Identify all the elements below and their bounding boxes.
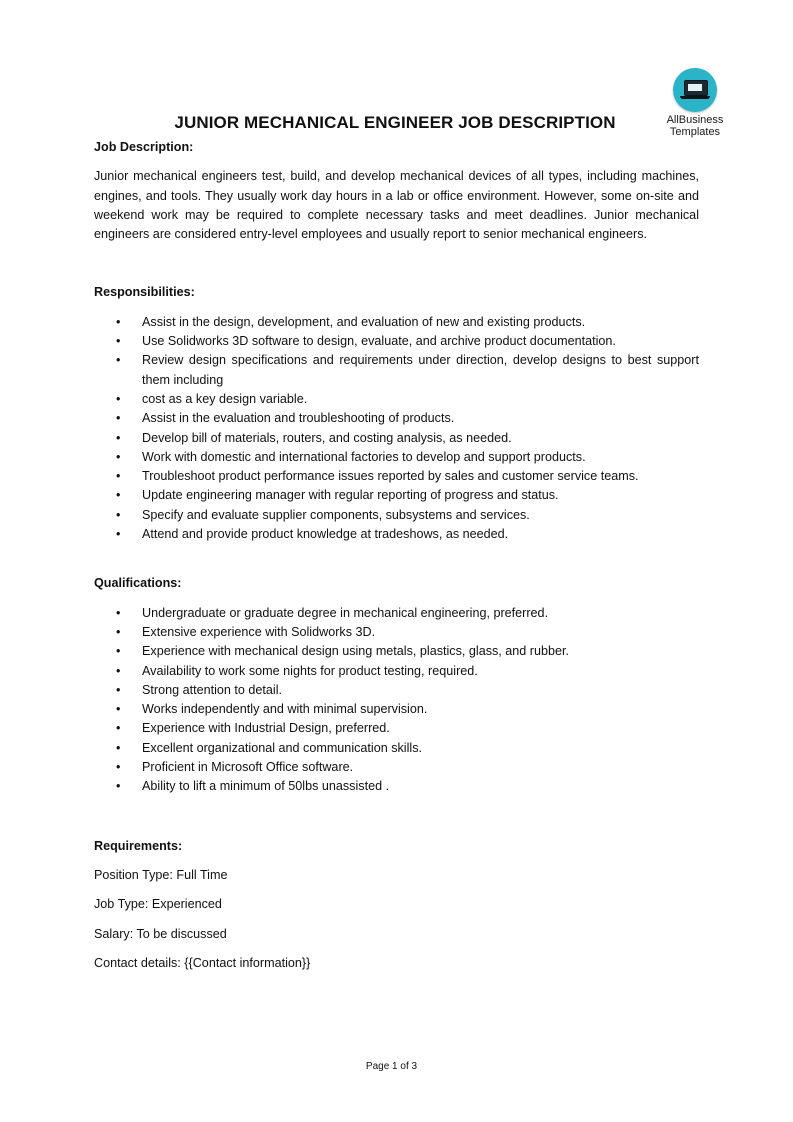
list-item: • Availability to work some nights for product testing, required. <box>94 662 699 681</box>
list-item: • Update engineering manager with regular reporting of progress and status. <box>94 486 699 505</box>
list-item: • Work with domestic and international factories to develop and support products. <box>94 448 699 467</box>
contact-details: Contact details: {{Contact information}} <box>94 955 311 970</box>
list-item: • Extensive experience with Solidworks 3D. <box>94 623 699 642</box>
list-item: • Troubleshoot product performance issues reported by sales and customer service teams. <box>94 467 699 486</box>
job-type: Job Type: Experienced <box>94 897 222 912</box>
list-item: • Review design specifications and requirements under direction, develop designs to best support them including <box>94 351 699 390</box>
list-item: • Assist in the design, development, and evaluation of new and existing products. <box>94 313 699 332</box>
salary: Salary: To be discussed <box>94 926 227 941</box>
list-item: • Excellent organizational and communication skills. <box>94 739 699 758</box>
list-item: • Ability to lift a minimum of 50lbs unassisted . <box>94 777 699 796</box>
list-item: • Assist in the evaluation and troubleshooting of products. <box>94 409 699 428</box>
list-item: • Undergraduate or graduate degree in mechanical engineering, preferred. <box>94 604 699 623</box>
list-item: • Attend and provide product knowledge at tradeshows, as needed. <box>94 525 699 544</box>
list-item: • Experience with mechanical design using metals, plastics, glass, and rubber. <box>94 642 699 661</box>
job-description-heading: Job Description: <box>94 140 194 154</box>
document-title: JUNIOR MECHANICAL ENGINEER JOB DESCRIPTION <box>174 113 616 132</box>
logo-line-2: Templates <box>669 126 721 138</box>
list-item: • Experience with Industrial Design, preferred. <box>94 719 699 738</box>
list-item: • Proficient in Microsoft Office software. <box>94 758 699 777</box>
list-item: • cost as a key design variable. <box>94 390 699 409</box>
list-item: • Use Solidworks 3D software to design, evaluate, and archive product documentation. <box>94 332 699 351</box>
requirements-heading: Requirements: <box>94 838 183 853</box>
qualifications-heading: Qualifications: <box>94 576 182 591</box>
list-item: • Works independently and with minimal supervision. <box>94 700 699 719</box>
qualifications-list <box>94 604 699 797</box>
document-body <box>94 138 699 973</box>
list-item: • Specify and evaluate supplier components, subsystems and services. <box>94 506 699 525</box>
job-description-text: Junior mechanical engineers test, build, and develop mechanical devices of all types, including machines, engines, and tools. They usually work day hours in a lab or office environment. However, some on-site and weekend work may be required to complete necessary tasks and meet deadlines. Junior mechanical engineers are considered entry-level employees and usually report to senior mechanical engineers. <box>94 169 699 242</box>
position-type: Position Type: Full Time <box>94 867 228 882</box>
responsibilities-heading: Responsibilities: <box>94 285 195 300</box>
responsibilities-list <box>94 313 699 545</box>
page-number: Page 1 of 3 <box>365 1061 418 1072</box>
laptop-icon <box>673 68 717 112</box>
list-item: • Strong attention to detail. <box>94 681 699 700</box>
list-item: • Develop bill of materials, routers, and costing analysis, as needed. <box>94 429 699 448</box>
logo-line-1: AllBusiness <box>666 114 724 126</box>
